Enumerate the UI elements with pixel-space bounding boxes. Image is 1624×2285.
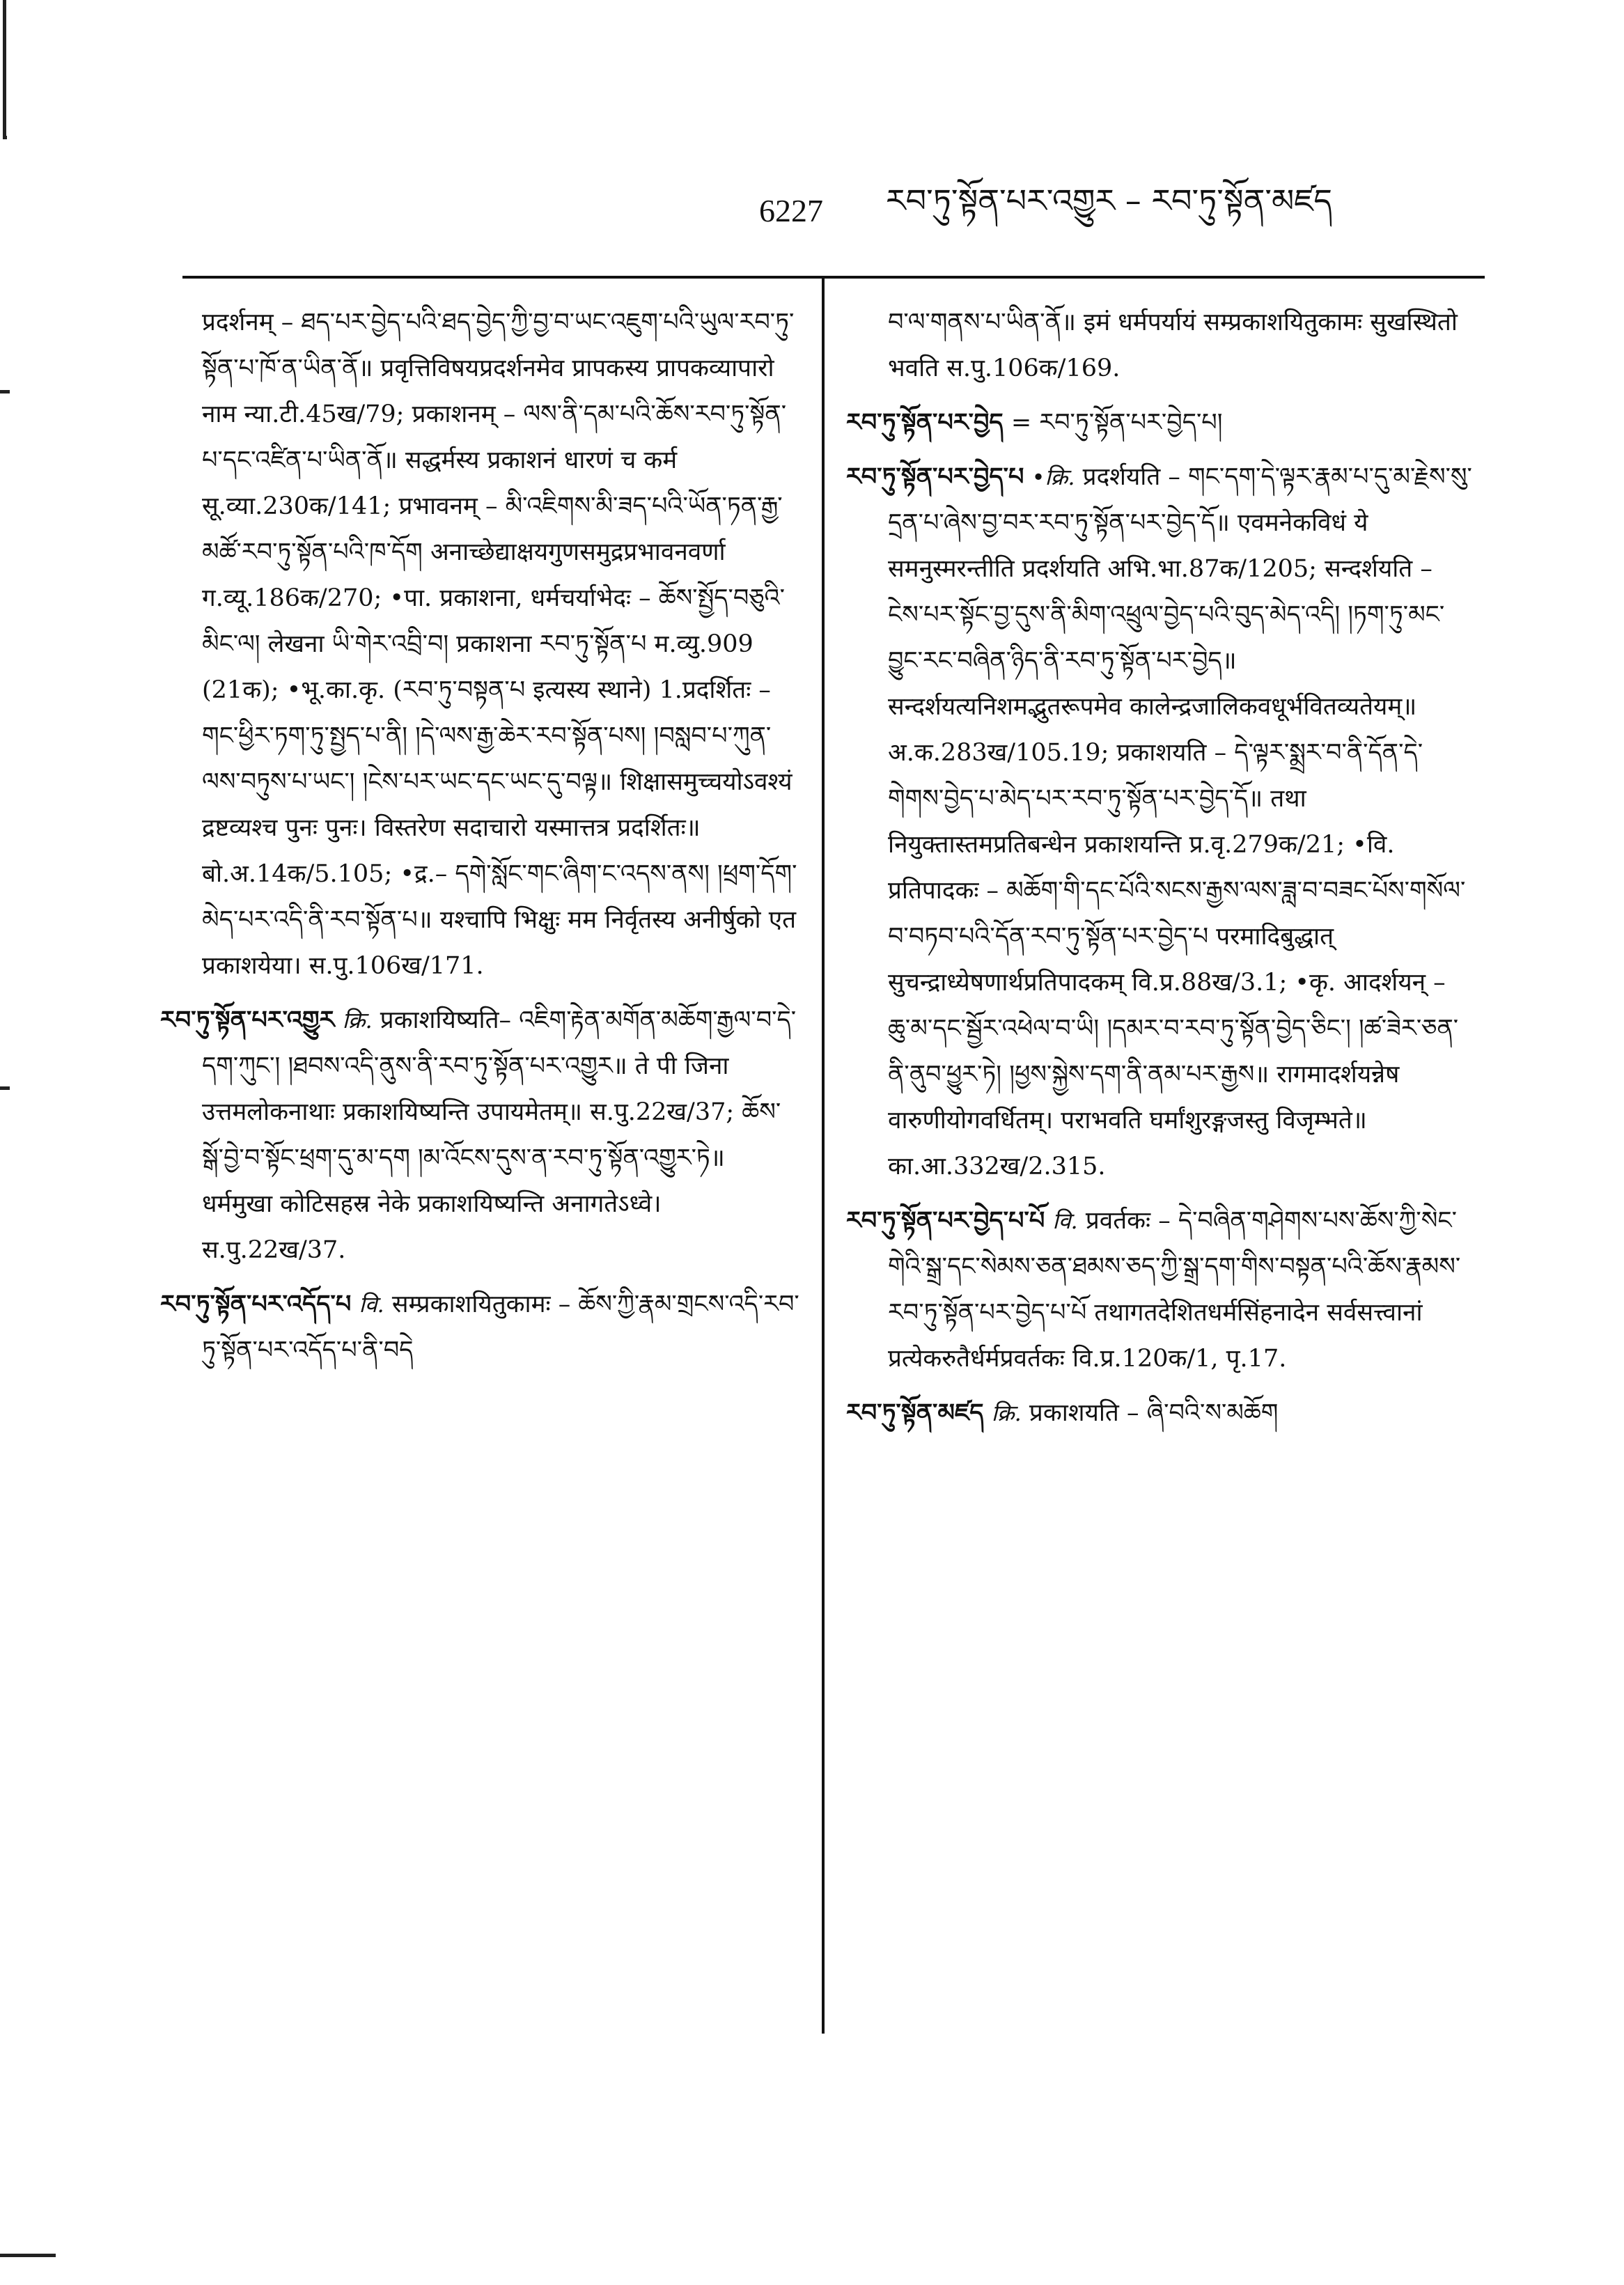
- entry-text: सम्प्रकाशयितुकामः – ཆོས་ཀྱི་རྣམ་གྲངས་འདི་རབ་ཏུ་སྟོན་པར་འདོད་པ་ནི་བདེ: [202, 1290, 799, 1364]
- entry-text: प्रदर्शनम् – ཐད་པར་བྱེད་པའི་ཐད་བྱེད་ཀྱི་བྱ་བ་ཡང་འཇུག་པའི་ཡུལ་རབ་ཏུ་སྟོན་པ་ཁོ་ན་ཡིན་ནོ॥ प्रवृत्तिविषयप्रदर्शनमेव प्रापकस्य प्रापकव्यापारो नाम न्या.टी.45ख/79; प्रकाशनम् – ལས་ནི་དམ་པའི་ཆོས་རབ་ཏུ་སྟོན་པ་དང་འཛིན་པ་ཡིན་ནོ॥ सद्धर्मस्य प्रकाशनं धारणं च कर्म सू.व्या.230क/141; प्रभावनम् – མི་འཇིགས་མི་ཟད་པའི་ཡོན་ཏན་རྒྱ་མཚོ་རབ་ཏུ་སྟོན་པའི་ཁ་དོག अनाच्छेद्याक्षयगुणसमुद्रप्रभावनवर्णा ग.व्यू.186क/270; •पा. प्रकाशना, धर्मचर्याभेदः – ཆོས་སྤྱོད་བཅུའི་མིང་ལ། लेखना ཡི་གེར་འབྲི་བ། प्रकाशना རབ་ཏུ་སྟོན་པ म.व्यु.909 (21क); •भू.का.कृ. (རབ་ཏུ་བསྟན་པ इत्यस्य स्थाने) 1.प्रदर्शितः – གང་ཕྱིར་ཏག་ཏུ་སྤྱད་པ་ནི། །དེ་ལས་རྒྱ་ཆེར་རབ་སྟོན་པས། །བསླབ་པ་ཀུན་ལས་བཏུས་པ་ཡང་། །ངེས་པར་ཡང་དང་ཡང་དུ་བལྟ॥ शिक्षासमुच्चयोऽवश्यं द्रष्टव्यश्च पुनः पुनः। विस्तरेण सदाचारो यस्मात्तत्र प्रदर्शितः॥ बो.अ.14क/5.105; •द्र.– དགེ་སློང་གང་ཞིག་ང་འདས་ནས། །ཕྲག་དོག་མེད་པར་འདི་ནི་རབ་སྟོན་པ॥ यश्चापि भिक्षुः मम निर्वृतस्य अनीर्षुको एत प्रकाशयेया। स.पु.106ख/171.: [202, 309, 797, 980]
- entry-text: = རབ་ཏུ་སྟོན་པར་བྱེད་པ།: [1010, 409, 1223, 437]
- entry-headword: རབ་ཏུ་སྟོན་མཛད: [846, 1399, 984, 1427]
- scan-tick-mark: [0, 390, 10, 393]
- entry-headword: རབ་ཏུ་སྟོན་པར་བྱེད་པ་པོ: [846, 1207, 1045, 1235]
- scan-border-left: [3, 0, 7, 139]
- dictionary-entry: [160, 1281, 801, 1373]
- page-header: [759, 182, 1520, 238]
- entry-text: प्रवर्तकः – དེ་བཞིན་གཤེགས་པས་ཆོས་ཀྱི་སེང་གེའི་སྒྲ་དང་སེམས་ཅན་ཐམས་ཅད་ཀྱི་སྒྲ་དག་གིས་བསྟན་པའི་ཆོས་རྣམས་རབ་ཏུ་སྟོན་པར་བྱེད་པ་པོ तथागतदेशितधर्मसिंहनादेन सर्वसत्त्वानां प्रत्येकरुतैर्धर्मप्रवर्तकः वि.प्र.120क/1, पृ.17.: [888, 1207, 1461, 1373]
- grammar-label: वि.: [359, 1291, 384, 1318]
- header-rule: [182, 276, 1485, 279]
- right-column: [846, 299, 1473, 1444]
- grammar-label: क्रि.: [342, 1007, 373, 1034]
- entry-headword: རབ་ཏུ་སྟོན་པར་བྱེད་པ: [846, 463, 1024, 491]
- scan-border-bottom: [0, 2254, 56, 2257]
- dictionary-entry: [160, 299, 801, 989]
- dictionary-entry: [846, 299, 1473, 391]
- entry-text: བ་ལ་གནས་པ་ཡིན་ནོ॥ इमं धर्मपर्यायं सम्प्रकाशयितुकामः सुखस्थितो भवति स.पु.106क/169.: [888, 309, 1458, 382]
- dictionary-entry: [846, 454, 1473, 1190]
- dictionary-entry: [160, 997, 801, 1273]
- grammar-label: क्रि.: [991, 1400, 1022, 1426]
- column-divider: [822, 279, 825, 2034]
- page-number: 6227: [759, 192, 823, 228]
- running-head: རབ་ཏུ་སྟོན་པར་འགྱུར – རབ་ཏུ་སྟོན་མཛད: [886, 181, 1333, 219]
- dictionary-entry: [846, 1390, 1473, 1436]
- scan-tick-mark: [0, 1086, 10, 1090]
- entry-headword: རབ་ཏུ་སྟོན་པར་འདོད་པ: [160, 1290, 352, 1318]
- grammar-label: •क्रि.: [1031, 464, 1075, 490]
- grammar-label: वि.: [1052, 1208, 1078, 1234]
- entry-headword: རབ་ཏུ་སྟོན་པར་བྱེད: [846, 409, 1004, 437]
- entry-text: प्रदर्शयति – གང་དག་དེ་ལྟར་རྣམ་པ་དུ་མ་རྗེས་སུ་དྲན་པ་ཞེས་བྱ་བར་རབ་ཏུ་སྟོན་པར་བྱེད་དོ॥ एवमनेकविधं ये समनुस्मरन्तीति प्रदर्शयति अभि.भा.87क/1205; सन्दर्शयति – ངེས་པར་སྟོང་བྱ་དུས་ནི་མིག་འཕྲུལ་བྱེད་པའི་བུད་མེད་འདི། །ཏག་ཏུ་མང་བྱུང་རང་བཞིན་ཉིད་ནི་རབ་ཏུ་སྟོན་པར་བྱེད॥ सन्दर्शयत्यनिशमद्भुतरूपमेव कालेन्द्रजालिकवधूर्भवितव्यतेयम्॥ अ.क.283ख/105.19; प्रकाशयति – དེ་ལྟར་སྨྲར་བ་ནི་དོན་དེ་གེགས་བྱེད་པ་མེད་པར་རབ་ཏུ་སྟོན་པར་བྱེད་དོ॥ तथा नियुक्तास्तमप्रतिबन्धेन प्रकाशयन्ति प्र.वृ.279क/21; •वि. प्रतिपादकः – མཆོག་གི་དང་པོའི་སངས་རྒྱས་ལས་ཟླ་བ་བཟང་པོས་གསོལ་བ་བཏབ་པའི་དོན་རབ་ཏུ་སྟོན་པར་བྱེད་པ परमादिबुद्धात् सुचन्द्राध्येषणार्थप्रतिपादकम् वि.प्र.88ख/3.1; •कृ. आदर्शयन् – ཆུ་མ་དང་སྦྱོར་འཕེལ་བ་ཡི། །དམར་བ་རབ་ཏུ་སྟོན་བྱེད་ཅིང་། །ཚ་ཟེར་ཅན་ནི་ནུབ་ཕྱུར་ཏེ། །ཕྱས་སྐྱེས་དག་ནི་ནམ་པར་རྒྱས॥ रागमादर्शयन्नेष वारुणीयोगवर्धितम्। पराभवति घर्मांशुरङ्गजस्तु विजृम्भते॥ का.आ.332ख/2.315.: [888, 463, 1472, 1180]
- entry-text: प्रकाशयिष्यति– འཇིག་རྟེན་མགོན་མཆོག་རྒྱལ་བ་དེ་དག་ཀུང་། །ཐབས་འདི་ནུས་ནི་རབ་ཏུ་སྟོན་པར་འགྱུར॥ ते पी जिना उत्तमलोकनाथाः प्रकाशयिष्यन्ति उपायमेतम्॥ स.पु.22ख/37; ཆོས་སྒོ་བྱེ་བ་སྟོང་ཕྲག་དུ་མ་དག །མ་འོངས་དུས་ན་རབ་ཏུ་སྟོན་འགྱུར་ཏེ॥ धर्ममुखा कोटिसहस्र नेके प्रकाशयिष्यन्ति अनागतेऽध्वे। स.पु.22ख/37.: [202, 1006, 797, 1264]
- dictionary-entry: [846, 400, 1473, 446]
- left-column: [160, 299, 801, 1382]
- dictionary-entry: [846, 1198, 1473, 1382]
- entry-text: प्रकाशयति – ཞི་བའི་ས་མཆོག: [1029, 1399, 1279, 1427]
- entry-headword: རབ་ཏུ་སྟོན་པར་འགྱུར: [160, 1006, 335, 1034]
